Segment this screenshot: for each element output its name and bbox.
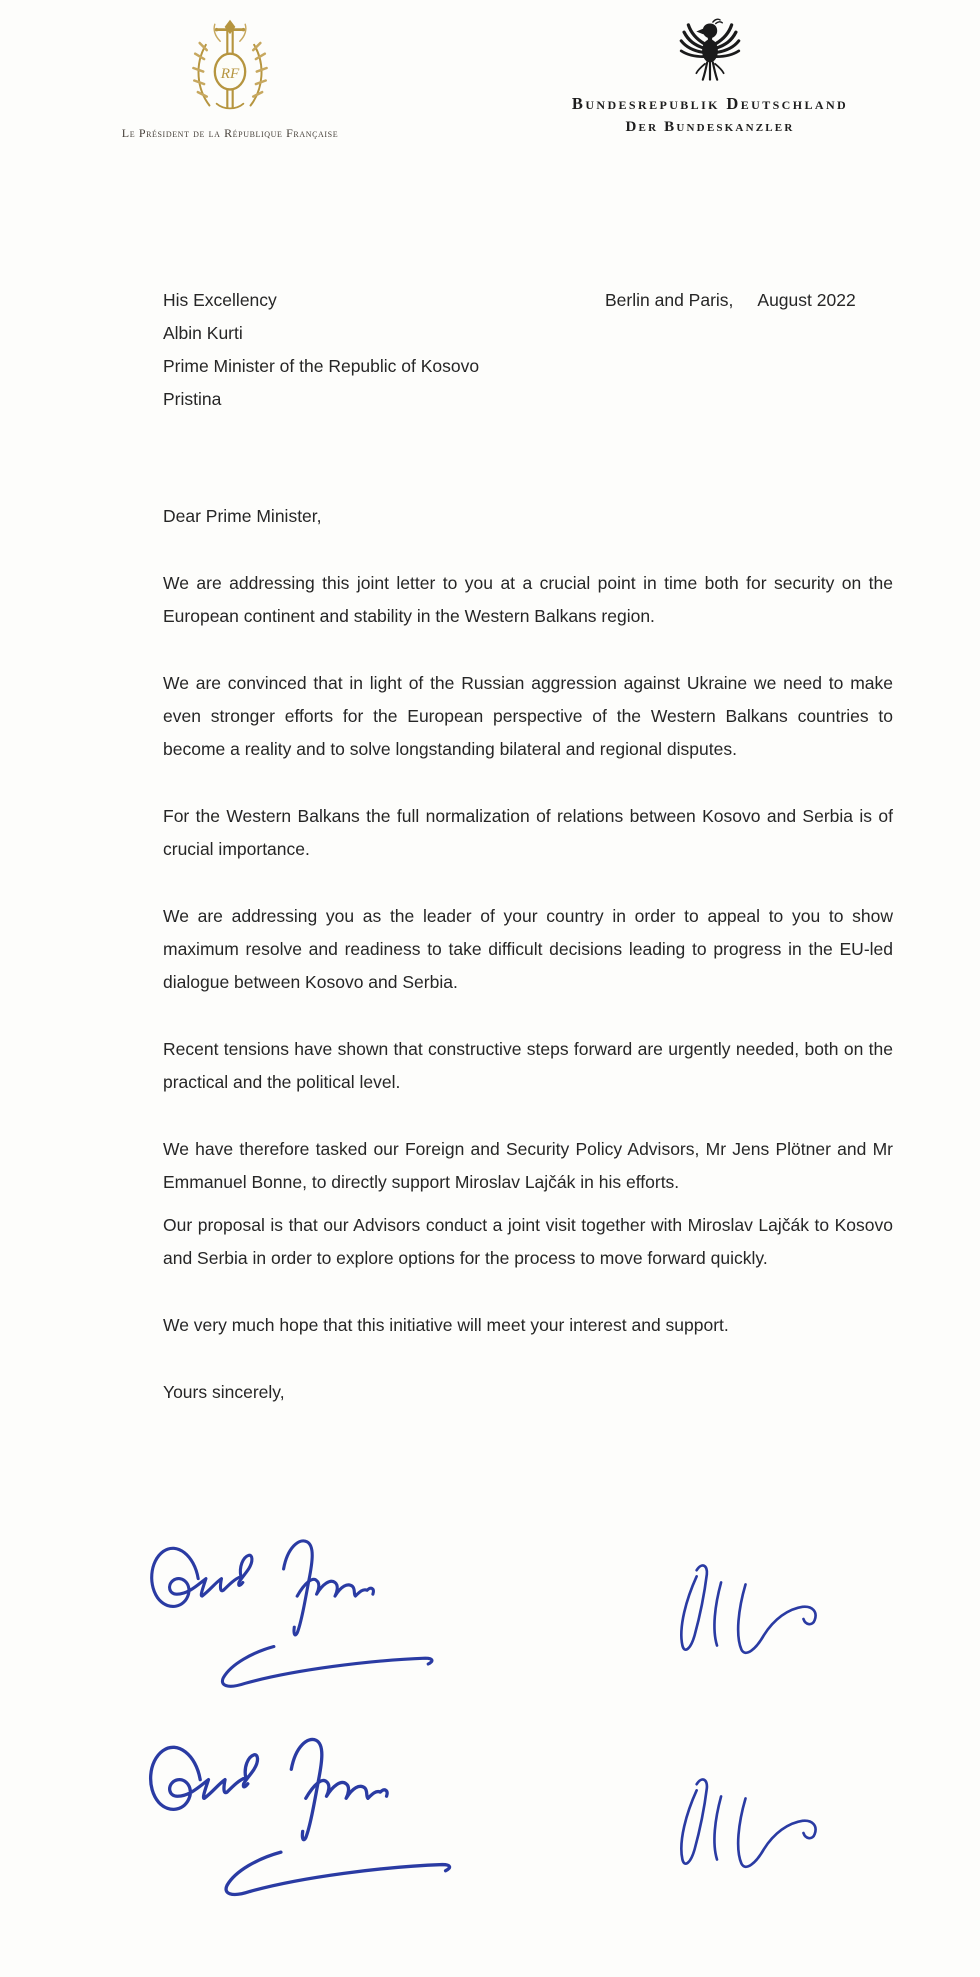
svg-text:RF: RF xyxy=(220,64,240,82)
french-letterhead xyxy=(100,18,360,141)
recipient-line-name: Albin Kurti xyxy=(163,323,243,343)
recipient-line-title: Prime Minister of the Republic of Kosovo xyxy=(163,356,480,376)
dateline xyxy=(605,284,856,317)
salutation: Dear Prime Minister, xyxy=(163,506,322,526)
dateline-date: August 2022 xyxy=(757,290,856,310)
recipient-address xyxy=(163,284,479,416)
french-republic-emblem-icon xyxy=(178,18,282,118)
signature-right-second xyxy=(662,1772,830,1889)
recipient-line-honorific: His Excellency xyxy=(163,290,277,310)
dateline-place: Berlin and Paris, xyxy=(605,290,734,310)
signature-right-first xyxy=(662,1558,830,1675)
recipient-line-city: Pristina xyxy=(163,389,222,409)
french-president-caption: Le Président de la République Française xyxy=(121,126,339,140)
paragraph-5: Recent tensions have shown that constructive steps forward are urgently needed, both on the practical and the political level. xyxy=(163,1039,893,1092)
paragraph-7: Our proposal is that our Advisors conduct a joint visit together with Miroslav Lajčák to Kosovo and Serbia in order to explore options for the process to move forward quickly. xyxy=(163,1215,893,1268)
paragraph-3: For the Western Balkans the full normalization of relations between Kosovo and Serbia is of crucial importance. xyxy=(163,806,893,859)
german-letterhead-line1: Bundesrepublik Deutschland xyxy=(571,94,849,113)
paragraph-4: We are addressing you as the leader of your country in order to appeal to you to show maximum resolve and readiness to take difficult decisions leading to progress in the EU-led dialogue between Kosovo and Serbia. xyxy=(163,906,893,992)
german-federal-eagle-icon xyxy=(673,12,747,84)
paragraph-2: We are convinced that in light of the Russian aggression against Ukraine we need to make even stronger efforts for the European perspective of the Western Balkans countries to become a reality and to solve longstanding bilateral and regional disputes. xyxy=(163,673,893,759)
paragraph-1: We are addressing this joint letter to you at a crucial point in time both for security on the European continent and stability in the Western Balkans region. xyxy=(163,573,893,626)
closing-phrase: Yours sincerely, xyxy=(163,1382,285,1402)
signature-left-first xyxy=(138,1518,468,1713)
signature-left-second xyxy=(136,1708,488,1930)
german-letterhead-line2: Der Bundeskanzler xyxy=(625,119,795,135)
paragraph-6: We have therefore tasked our Foreign and Security Policy Advisors, Mr Jens Plötner and Mr Emmanuel Bonne, to directly support Miroslav Lajčák in his efforts. xyxy=(163,1139,893,1192)
letter-body xyxy=(163,500,893,1409)
paragraph-8: We very much hope that this initiative will meet your interest and support. xyxy=(163,1315,729,1335)
german-letterhead xyxy=(520,12,900,136)
